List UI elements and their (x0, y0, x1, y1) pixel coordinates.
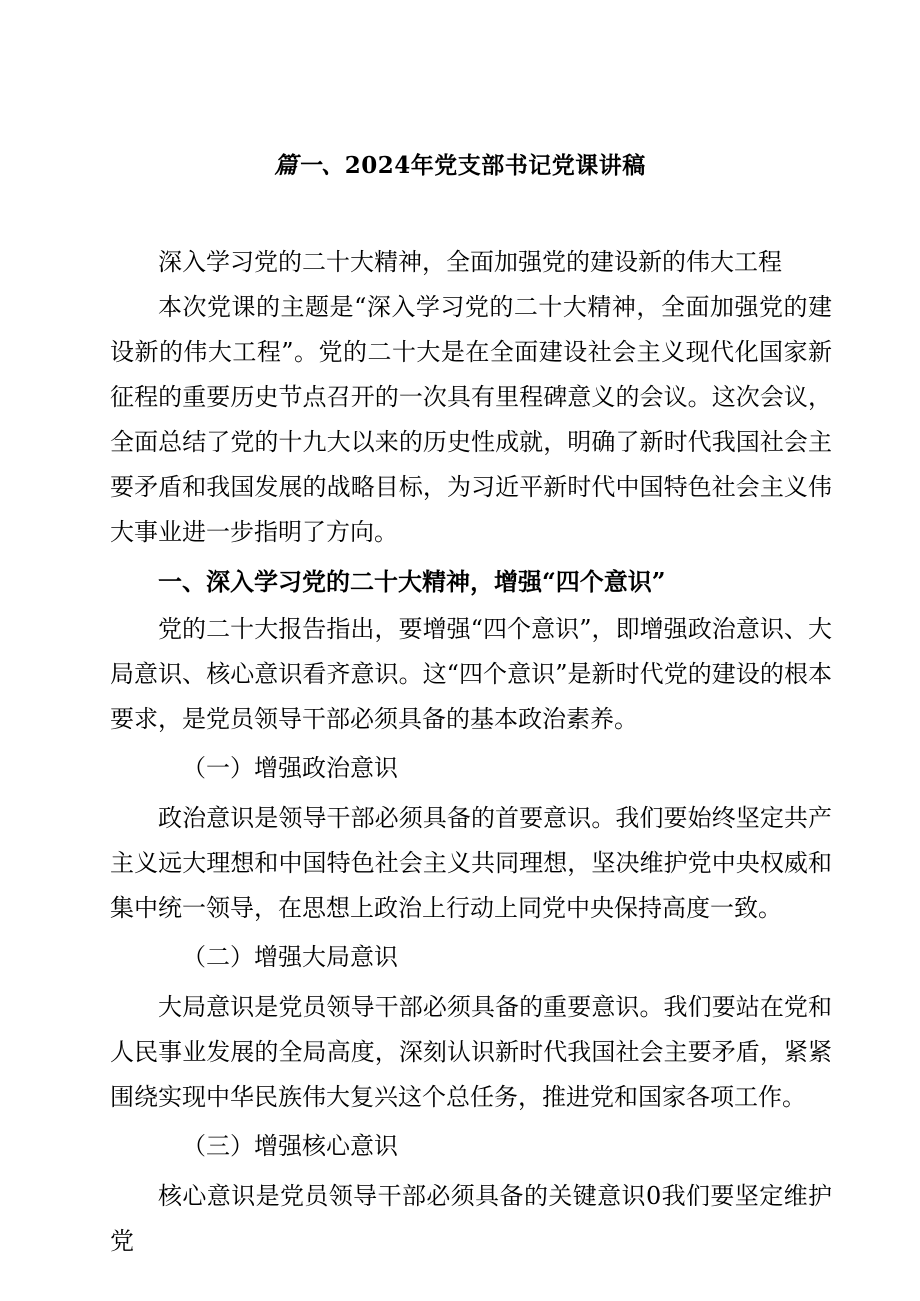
subsection-2-paragraph: 大局意识是党员领导干部必须具备的重要意识。我们要站在党和人民事业发展的全局高度，深刻认识新时代我国社会主要矛盾，紧紧围绕实现中华民族伟大复兴这个总任务，推进党和国家各项工作。 (110, 993, 832, 1111)
lecture-subtitle: 深入学习党的二十大精神，全面加强党的建设新的伟大工程 (158, 248, 782, 276)
subsection-3-paragraph: 核心意识是党员领导干部必须具备的关键意识0我们要坚定维护党 (110, 1182, 832, 1255)
subsection-1-paragraph: 政治意识是领导干部必须具备的首要意识。我们要始终坚定共产主义远大理想和中国特色社会主义共同理想，坚决维护党中央权威和集中统一领导，在思想上政治上行动上同党中央保持高度一致。 (110, 804, 832, 922)
title-prefix: 篇一、 (274, 152, 345, 179)
intro-paragraph: 本次党课的主题是“深入学习党的二十大精神，全面加强党的建设新的伟大工程”。党的二十大是在全面建设社会主义现代化国家新征程的重要历史节点召开的一次具有里程碑意义的会议。这次会议，全面总结了党的十九大以来的历史性成就，明确了新时代我国社会主要矛盾和我国发展的战略目标，为习近平新时代中国特色社会主义伟大事业进一步指明了方向。 (110, 293, 832, 546)
subsection-heading-2: （二）增强大局意识 (182, 943, 398, 971)
document-body (110, 240, 832, 1268)
subsection-heading-1: （一）增强政治意识 (182, 754, 398, 782)
title-main: 2024年党支部书记党课讲稿 (344, 152, 646, 179)
document-title (0, 148, 920, 184)
section-heading-1: 一、深入学习党的二十大精神，增强“四个意识” (158, 567, 666, 596)
subsection-heading-3: （三）增强核心意识 (182, 1132, 398, 1160)
section-1-paragraph: 党的二十大报告指出，要增强“四个意识”，即增强政治意识、大局意识、核心意识看齐意识。这“四个意识”是新时代党的建设的根本要求，是党员领导干部必须具备的基本政治素养。 (110, 615, 832, 733)
